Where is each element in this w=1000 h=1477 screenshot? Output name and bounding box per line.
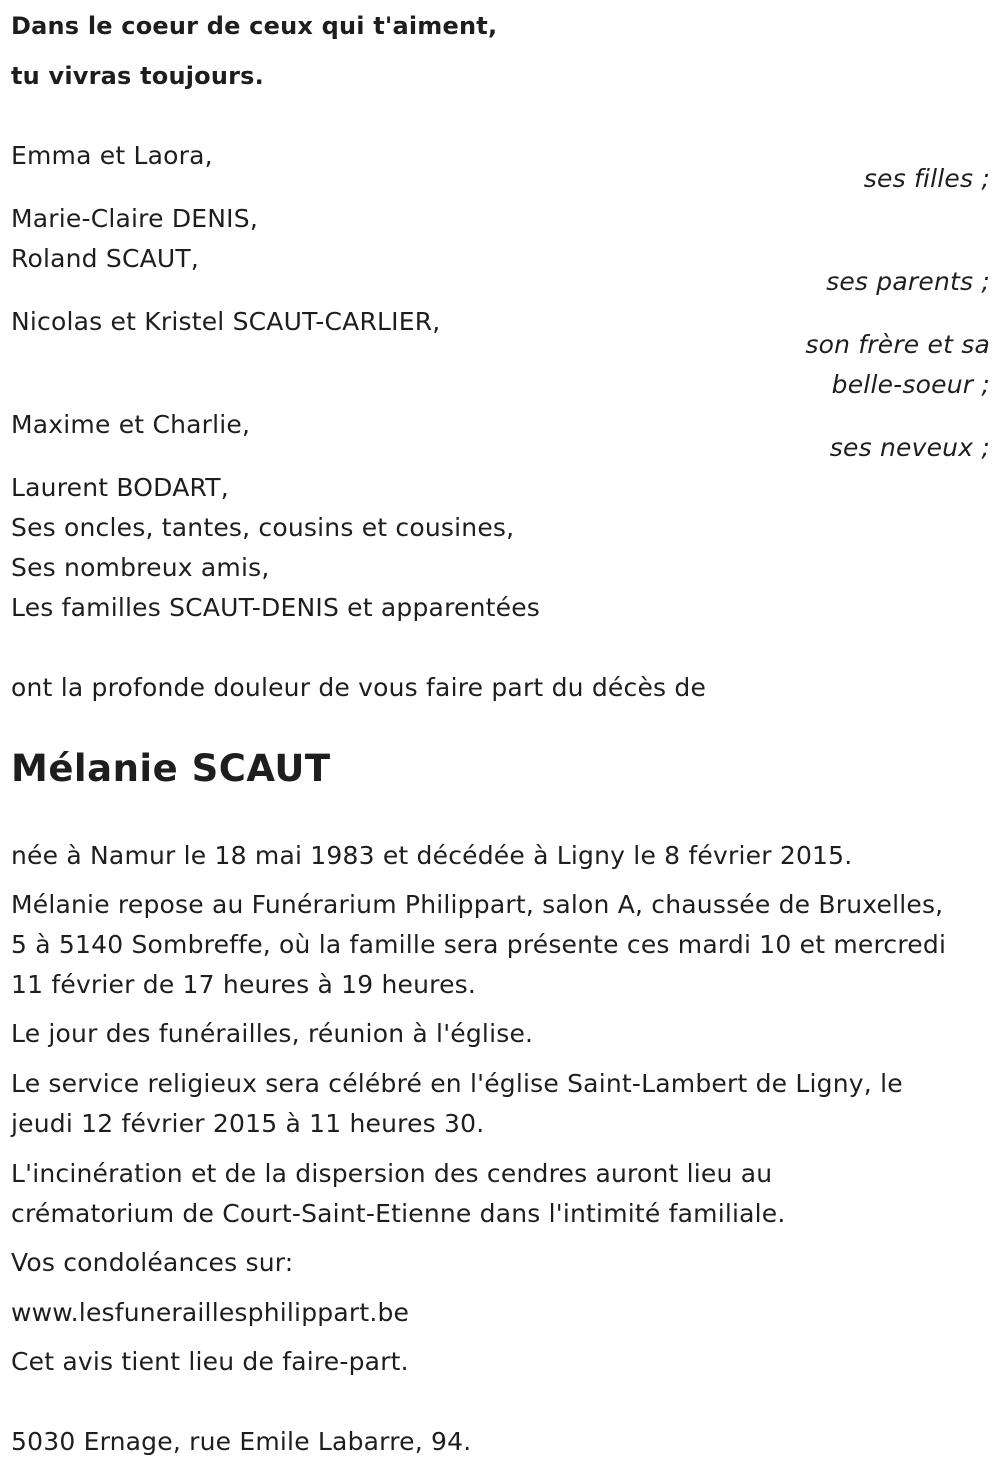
epigraph-line-2: tu vivras toujours. <box>11 62 264 90</box>
other-family-1: Laurent BODART, <box>11 473 229 502</box>
parent-2: Roland SCAUT, <box>11 244 200 273</box>
epigraph-line-1: Dans le coeur de ceux qui t'aiment, <box>11 12 498 40</box>
rest-line-1: Mélanie repose au Funérarium Philippart, salon A, chaussée de Bruxelles, <box>11 890 944 919</box>
service-line-1: Le service religieux sera célébré en l'église Saint-Lambert de Ligny, le <box>11 1069 903 1098</box>
meeting: Le jour des funérailles, réunion à l'église. <box>11 1019 534 1048</box>
rest-line-2: 5 à 5140 Sombreffe, où la famille sera présente ces mardi 10 et mercredi <box>11 930 947 959</box>
website-link[interactable]: www.lesfuneraillesphilippart.be <box>11 1298 410 1327</box>
cremation-line-2: crématorium de Court-Saint-Etienne dans l'intimité familiale. <box>11 1199 786 1228</box>
daughters-names: Emma et Laora, <box>11 141 213 170</box>
other-family-2: Ses oncles, tantes, cousins et cousines, <box>11 513 515 542</box>
daughters-role: ses filles ; <box>863 164 990 193</box>
nephews-names: Maxime et Charlie, <box>11 410 251 439</box>
service-line-2: jeudi 12 février 2015 à 11 heures 30. <box>11 1109 485 1138</box>
sibling-role-line-1: son frère et sa <box>805 330 990 359</box>
rest-line-3: 11 février de 17 heures à 19 heures. <box>11 970 477 999</box>
parent-1: Marie-Claire DENIS, <box>11 204 258 233</box>
nephews-role: ses neveux ; <box>829 433 990 462</box>
notice: Cet avis tient lieu de faire-part. <box>11 1347 409 1376</box>
birth-death: née à Namur le 18 mai 1983 et décédée à Ligny le 8 février 2015. <box>11 841 853 870</box>
cremation-line-1: L'incinération et de la dispersion des cendres auront lieu au <box>11 1159 773 1188</box>
other-family-3: Ses nombreux amis, <box>11 553 270 582</box>
sibling-role-line-2: belle-soeur ; <box>831 370 990 399</box>
parents-role: ses parents ; <box>826 267 990 296</box>
announcement: ont la profonde douleur de vous faire part du décès de <box>11 673 707 702</box>
condolences-label: Vos condoléances sur: <box>11 1248 294 1277</box>
deceased-name: Mélanie SCAUT <box>11 747 331 790</box>
other-family-4: Les familles SCAUT-DENIS et apparentées <box>11 593 541 622</box>
sibling-names: Nicolas et Kristel SCAUT-CARLIER, <box>11 307 441 336</box>
address: 5030 Ernage, rue Emile Labarre, 94. <box>11 1427 472 1456</box>
